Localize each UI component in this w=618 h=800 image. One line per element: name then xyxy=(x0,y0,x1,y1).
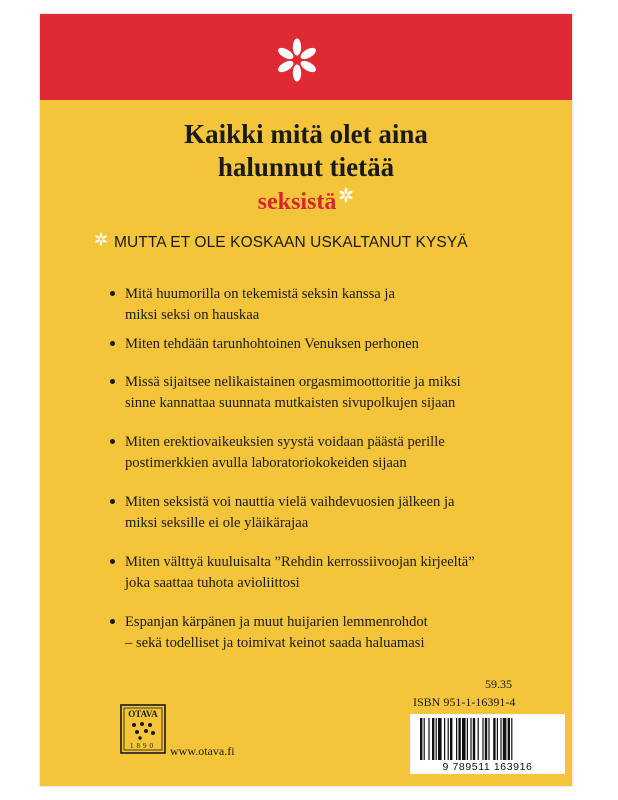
bullet-line: sinne kannattaa suunnata mutkaisten sivupolkujen sijaan xyxy=(125,395,456,411)
otava-logo-name: OTAVA xyxy=(128,709,158,719)
barcode-bar xyxy=(511,718,512,760)
barcode-bar xyxy=(470,718,471,760)
barcode-bar xyxy=(488,718,489,760)
book-title xyxy=(40,118,572,184)
barcode-bar xyxy=(436,718,437,760)
bullet-line: – sekä todelliset ja toimivat keinot saada haluamasi xyxy=(125,635,425,651)
red-header-band xyxy=(40,14,572,100)
book-subtitle: seksistä xyxy=(257,189,337,215)
barcode-bars xyxy=(410,714,565,762)
bullet-item xyxy=(125,492,455,534)
publisher-url: www.otava.fi xyxy=(170,744,235,758)
bullet-item xyxy=(125,334,419,355)
barcode-bar xyxy=(462,718,466,760)
barcode-bar xyxy=(473,718,475,760)
barcode-bar xyxy=(508,718,510,760)
white-flower-icon xyxy=(273,36,321,84)
book-back-cover xyxy=(40,14,572,786)
barcode-bar xyxy=(424,718,425,760)
bullet-line: joka saattaa tuhota avioliittosi xyxy=(125,575,300,591)
barcode-bar xyxy=(497,718,498,760)
book-subtitle-row xyxy=(40,187,572,216)
barcode-bar xyxy=(432,718,434,760)
bullet-line: miksi seksi on hauskaa xyxy=(125,307,260,323)
bullet-line: postimerkkien avulla laboratoriokokeiden sijaan xyxy=(125,455,407,471)
barcode-bar xyxy=(444,718,445,760)
barcode-bar xyxy=(482,718,483,760)
barcode-bar xyxy=(485,718,487,760)
barcode-bar xyxy=(450,718,452,760)
barcode-bar xyxy=(448,718,449,760)
barcode-bar xyxy=(478,718,479,760)
barcode-bar xyxy=(438,718,442,760)
bullet-line: Miten seksistä voi nauttia vielä vaihdevuosien jälkeen ja xyxy=(125,494,455,510)
barcode-digits: 9 789511 163916 xyxy=(442,761,533,773)
bullet-line: miksi seksille ei ole yläikärajaa xyxy=(125,515,309,531)
bullet-line: Miten tehdään tarunhohtoinen Venuksen perhonen xyxy=(125,336,419,352)
bullet-item xyxy=(125,432,445,474)
bullet-line: Missä sijaitsee nelikaistainen orgasmimoottoritie ja miksi xyxy=(125,374,461,390)
barcode-bar xyxy=(456,718,457,760)
tagline-text: MUTTA ET OLE KOSKAAN USKALTANUT KYSYÄ xyxy=(114,234,468,251)
bullet-item xyxy=(125,284,395,326)
bullet-line: Miten välttyä kuuluisalta ”Rehdin kerrossiivoojan kirjeeltä” xyxy=(125,554,475,570)
isbn-number: ISBN 951-1-16391-4 xyxy=(413,695,516,709)
barcode-bar xyxy=(493,718,495,760)
bullet-item xyxy=(125,552,475,594)
tagline-row xyxy=(114,234,468,252)
barcode-bar xyxy=(503,718,507,760)
price-code: 59.35 xyxy=(485,677,512,691)
barcode-bar xyxy=(420,718,422,760)
bullet-item xyxy=(125,612,428,654)
otava-logo-year: 1890 xyxy=(130,742,156,750)
barcode-bar xyxy=(428,718,429,760)
bullet-line: Mitä huumorilla on tekemistä seksin kanssa ja xyxy=(125,286,395,302)
barcode-bar xyxy=(458,718,460,760)
bullet-item xyxy=(125,372,461,414)
barcode-bar xyxy=(500,718,501,760)
bullet-line: Espanjan kärpänen ja muut huijarien lemmenrohdot xyxy=(125,614,428,630)
barcode-bar xyxy=(467,718,468,760)
title-line-2: halunnut tietää xyxy=(217,152,395,182)
otava-logo xyxy=(120,704,166,754)
bullet-line: Miten erektiovaikeuksien syystä voidaan päästä perille xyxy=(125,434,445,450)
title-line-1: Kaikki mitä olet aina xyxy=(184,119,428,149)
small-flower-icon xyxy=(338,187,354,203)
small-flower-icon xyxy=(94,232,108,246)
barcode xyxy=(410,714,565,774)
